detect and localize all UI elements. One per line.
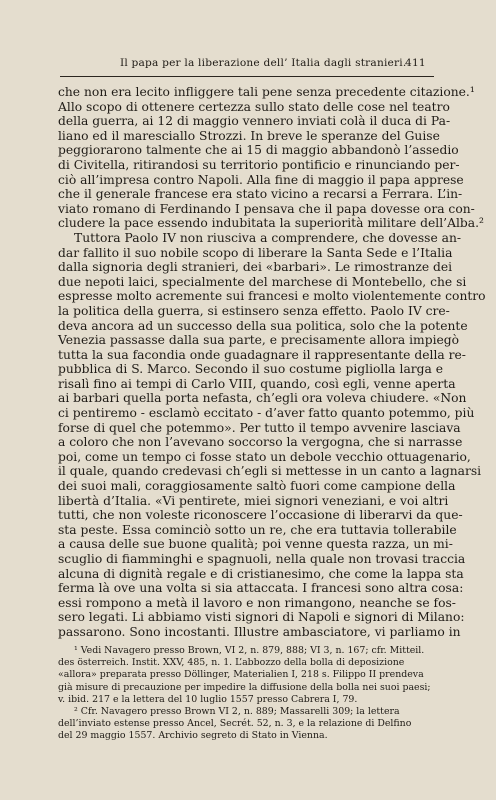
text-line: dei suoi mali, coraggiosamente saltò fuori come campione della	[58, 479, 456, 494]
text-line: Tuttora Paolo IV non riusciva a comprendere, che dovesse an-	[74, 230, 462, 245]
text-line: forse di quel che potemmo». Per tutto il tempo avvenire lasciava	[58, 420, 461, 435]
text-line: passarono. Sono incostanti. Illustre ambasciatore, vi parliamo in	[58, 624, 461, 639]
text-line: a causa delle sue buone qualità; poi venne questa razza, un mi-	[58, 537, 453, 552]
text-line: la politica della guerra, si estinsero senza effetto. Paolo IV cre-	[58, 303, 450, 318]
text-line: dalla signoria degli stranieri, dei «barbari». Le rimostranze dei	[58, 260, 453, 275]
header-rule	[60, 76, 434, 77]
footnote-line: ² Cfr. Navagero presso Brown VI 2, n. 889; Massarelli 309; la lettera	[74, 705, 400, 717]
text-line: deva ancora ad un successo della sua politica, solo che la potente	[58, 318, 468, 333]
text-line: essi rompono a metà il lavoro e non rimangono, neanche se fos-	[58, 595, 456, 610]
footnote-line: «allora» preparata presso Döllinger, Materialien I, 218 s. Filippo II prendeva	[58, 669, 424, 681]
text-line: pubblica di S. Marco. Secondo il suo costume pigliolla larga e	[58, 362, 444, 377]
text-line: ai barbari quella porta nefasta, ch’egli ora voleva chiudere. «Non	[58, 391, 467, 406]
footnote-line: ¹ Vedi Navagero presso Brown, VI 2, n. 879, 888; VI 3, n. 167; cfr. Mitteil.	[74, 645, 425, 656]
text-line: libertà d’Italia. «Vi pentirete, miei signori veneziani, e voi altri	[58, 493, 449, 508]
text-line: espresse molto acremente sui francesi e molto violentemente contro	[58, 289, 486, 304]
running-title: Il papa per la liberazione dell’ Italia dagli stranieri.	[120, 57, 407, 69]
text-line: di Civitella, ritirandosi su territorio pontificio e rinunciando per-	[58, 157, 460, 172]
footnote-line: già misure di precauzione per impedire la diffusione della bolla nei suoi paesi;	[58, 681, 431, 693]
page-number: 411	[405, 57, 426, 69]
text-line: che non era lecito infliggere tali pene senza precedente citazione.¹	[58, 85, 475, 99]
text-line: il quale, quando credevasi ch’egli si mettesse in un canto a lagnarsi	[58, 464, 482, 479]
text-line: ferma là ove una volta si sia attaccata. I francesi sono altra cosa:	[58, 581, 464, 596]
text-line: tutti, che non voleste riconoscere l’occasione di liberarvi da que-	[58, 508, 463, 523]
text-line: scuglio di fiamminghi e spagnuoli, nella quale non trovasi traccia	[58, 552, 466, 566]
text-line: Allo scopo di ottenere certezza sullo stato delle cose nel teatro	[58, 99, 450, 114]
footnote-line: del 29 maggio 1557. Archivio segreto di Stato in Vienna.	[58, 730, 328, 742]
text-line: ci pentiremo - esclamò eccitato - d’aver fatto quanto potemmo, più	[58, 406, 475, 421]
text-line: peggiorarono talmente che ai 15 di maggio abbandonò l’assedio	[58, 143, 459, 158]
footnote-line: dell’inviato estense presso Ancel, Secrét. 52, n. 3, e la relazione di Delfino	[58, 718, 412, 730]
text-line: poi, come un tempo ci fosse stato un debole vecchio ottuagenario,	[58, 449, 471, 464]
text-line: tutta la sua facondia onde guadagnare il rappresentante della re-	[58, 347, 466, 362]
text-line: dar fallito il suo nobile scopo di liberare la Santa Sede e l’Italia	[58, 245, 453, 260]
text-line: della guerra, ai 12 di maggio vennero inviati colà il duca di Pa-	[58, 114, 451, 129]
main-text	[58, 85, 486, 640]
text-line: risalì fino ai tempi di Carlo VIII, quando, così egli, venne aperta	[58, 376, 456, 391]
text-line: alcuna di dignità regale e di cristianesimo, che come la lappa sta	[58, 566, 464, 581]
text-line: sta peste. Essa cominciò sotto un re, che era tuttavia tollerabile	[58, 522, 457, 537]
footnote-line: des österreich. Instit. XXV, 485, n. 1. L’abbozzo della bolla di deposizione	[58, 657, 405, 669]
footnote-line: v. ibid. 217 e la lettera del 10 luglio 1557 presso Cabrera I, 79.	[58, 693, 358, 705]
text-line: ciò all’impresa contro Napoli. Alla fine di maggio il papa apprese	[58, 172, 464, 187]
text-line: due nepoti laici, specialmente del marchese di Montebello, che si	[58, 274, 467, 289]
text-line: a coloro che non l’avevano soccorso la vergogna, che si narrasse	[58, 435, 463, 450]
text-line: cludere la pace essendo indubitata la superiorità militare dell’Alba.²	[58, 216, 484, 231]
footnotes	[58, 645, 434, 743]
text-line: liano ed il maresciallo Strozzi. In breve le speranze del Guise	[58, 128, 440, 143]
text-line: Venezia passasse dalla sua parte, e precisamente allora impiegò	[58, 333, 460, 348]
text-line: sero legati. Li abbiamo visti signori di Napoli e signori di Milano:	[58, 610, 465, 625]
text-line: viato romano di Ferdinando I pensava che il papa dovesse ora con-	[58, 201, 475, 216]
running-head	[0, 57, 496, 73]
text-line: che il generale francese era stato vicino a recarsi a Ferrara. L’in-	[58, 187, 463, 202]
